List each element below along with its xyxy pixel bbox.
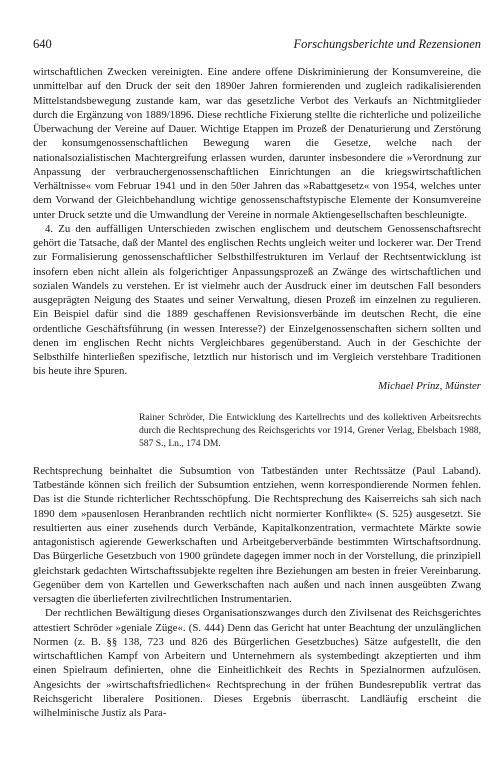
section-title: Forschungsberichte und Rezensionen [293,37,481,51]
page-number: 640 [33,37,52,51]
review-prinz-paragraph-2: 4. Zu den auffälligen Unterschieden zwischen englischem und deutschem Genossenschaftsrecht gehört die Tatsache, daß der Mantel des englischen Rechts ungleich weiter und lockerer war. Der Trend zur Formalisierung genossenschaftlicher Selbsthilfestrukturen im Verlauf der Rechtsentwicklung ist insofern eben nicht allein als folgerichtiger Anpassungsprozeß an Zwänge des wirtschaftlichen und sozialen Wandels zu verstehen. Er ist vielmehr auch der Ausdruck einer im deutschen Fall besonders ausgeprägten Neigung des Staates und seiner Verwaltung, diesen Prozeß im einzelnen zu regulieren. Ein Beispiel dafür sind die 1889 geschaffenen Revisionsverbände im deutschen Recht, die eine ordentliche Geschäftsführung (in wessen Interesse?) der Einzelgenossenschaften sichern sollten und denen im englischen Recht nichts Vergleichbares gegenüberstand. Auch in der Geschichte der Selbsthilfe hinterließen spezifische, letztlich nur historisch und im Vergleich verstehbare Traditionen bis heute ihre Spuren. [33,222,481,378]
review-schroeder-paragraph-2: Der rechtlichen Bewältigung dieses Organisationszwanges durch den Zivilsenat des Reichsgerichtes attestiert Schröder »geniale Züge«. (S. 444) Denn das Gericht hat unter Beachtung der unzulänglichen Normen (z. B. §§ 138, 723 und 826 des Bürgerlichen Gesetzbuches) Sätze aufgestellt, die den wirtschaftlichen Kampf von Arbeitern und Unternehmern als systembedingt akzeptierten und ihm einen Spielraum definierten, ohne die Einheitlichkeit des Rechts in Spezialnormen aufzulösen. Angesichts der »wirtschaftsfriedlichen« Rechtsprechung in der frühen Bundesrepublik vertrat das Reichsgericht liberalere Positionen. Dieses Ergebnis überrascht. Landläufig erscheint die wilhelminische Justiz als Para- [33,607,481,719]
review-prinz [33,65,481,393]
review-schroeder-paragraph-1: Rechtsprechung beinhaltet die Subsumtion von Tatbeständen unter Rechtssätze (Paul Laband). Tatbestände können sich freilich der Subsumtion entziehen, wenn korrespondierende Normen fehlen. Das ist die Stunde richterlicher Rechtsschöpfung. Die Rechtsprechung des Kaiserreichs sah sich nach 1890 dem »pausenlosen Heranbranden rechtlich nicht normierter Konflikte« (S. 525) ausgesetzt. Sie resultierten aus einer zusehends durch Verbände, Kapitalkonzentration, vermachtete Märkte sowie antagonistisch agierende Gewerkschaften und Arbeitgeberverbände bestimmten Wirtschaftsordnung. Das Bürgerliche Gesetzbuch von 1900 gründete dagegen immer noch in der Vorstellung, die prinzipiell gleichstark gedachten Wirtschaftssubjekte regelten ihre Beziehungen am besten in freier Vereinbarung. Gegenüber dem von Kartellen und Gewerkschaften nach außen und nach innen ausgeübten Zwang versagten die überlieferten zivilrechtlichen Instrumentarien. [33,464,481,605]
reviewer-signature: Michael Prinz, Münster [378,379,481,392]
page [33,36,481,720]
review-schroeder [33,464,481,721]
running-head [33,36,481,52]
review-schroeder-bibliographic-entry: Rainer Schröder, Die Entwicklung des Kartellrechts und des kollektiven Arbeitsrechts durch die Rechtsprechung des Reichsgerichts vor 1914, Grener Verlag, Ebelsbach 1988, 587 S., Ln., 174 DM. [139,411,481,449]
review-prinz-paragraph-1: wirtschaftlichen Zwecken vereinigten. Eine andere offene Diskriminierung der Konsumvereine, die unmittelbar auf den Druck der seit den 1890er Jahren formierenden und zugleich radikalisierenden Mittelstandsbewegung zustande kam, war das gesetzliche Verbot des Verkaufs an Nichtmitglieder durch die Ergänzung von 1889/1896. Diese rechtliche Fixierung stellte die richterliche und polizeiliche Überwachung der Vereine auf Dauer. Wichtige Etappen im Prozeß der Denaturierung und Zerstörung der konsumgenossenschaftlichen Bewegung waren die Gesetze, welche nach der nationalsozialistischen Machtergreifung erlassen wurden, darunter insbesondere die »Verordnung zur Anpassung der verbrauchergenossenschaftlichen Einrichtungen an die kriegswirtschaftlichen Verhältnisse« vom Februar 1941 und in den 50er Jahren das »Rabattgesetz« von 1954, welches unter dem Vorwand der Gleichbehandlung wichtige genossenschaftstypische Elemente der Konsumvereine unter Druck setzte und die Umwandlung der Vereine in normale Aktiengesellschaften beschleunigte. [33,66,481,221]
